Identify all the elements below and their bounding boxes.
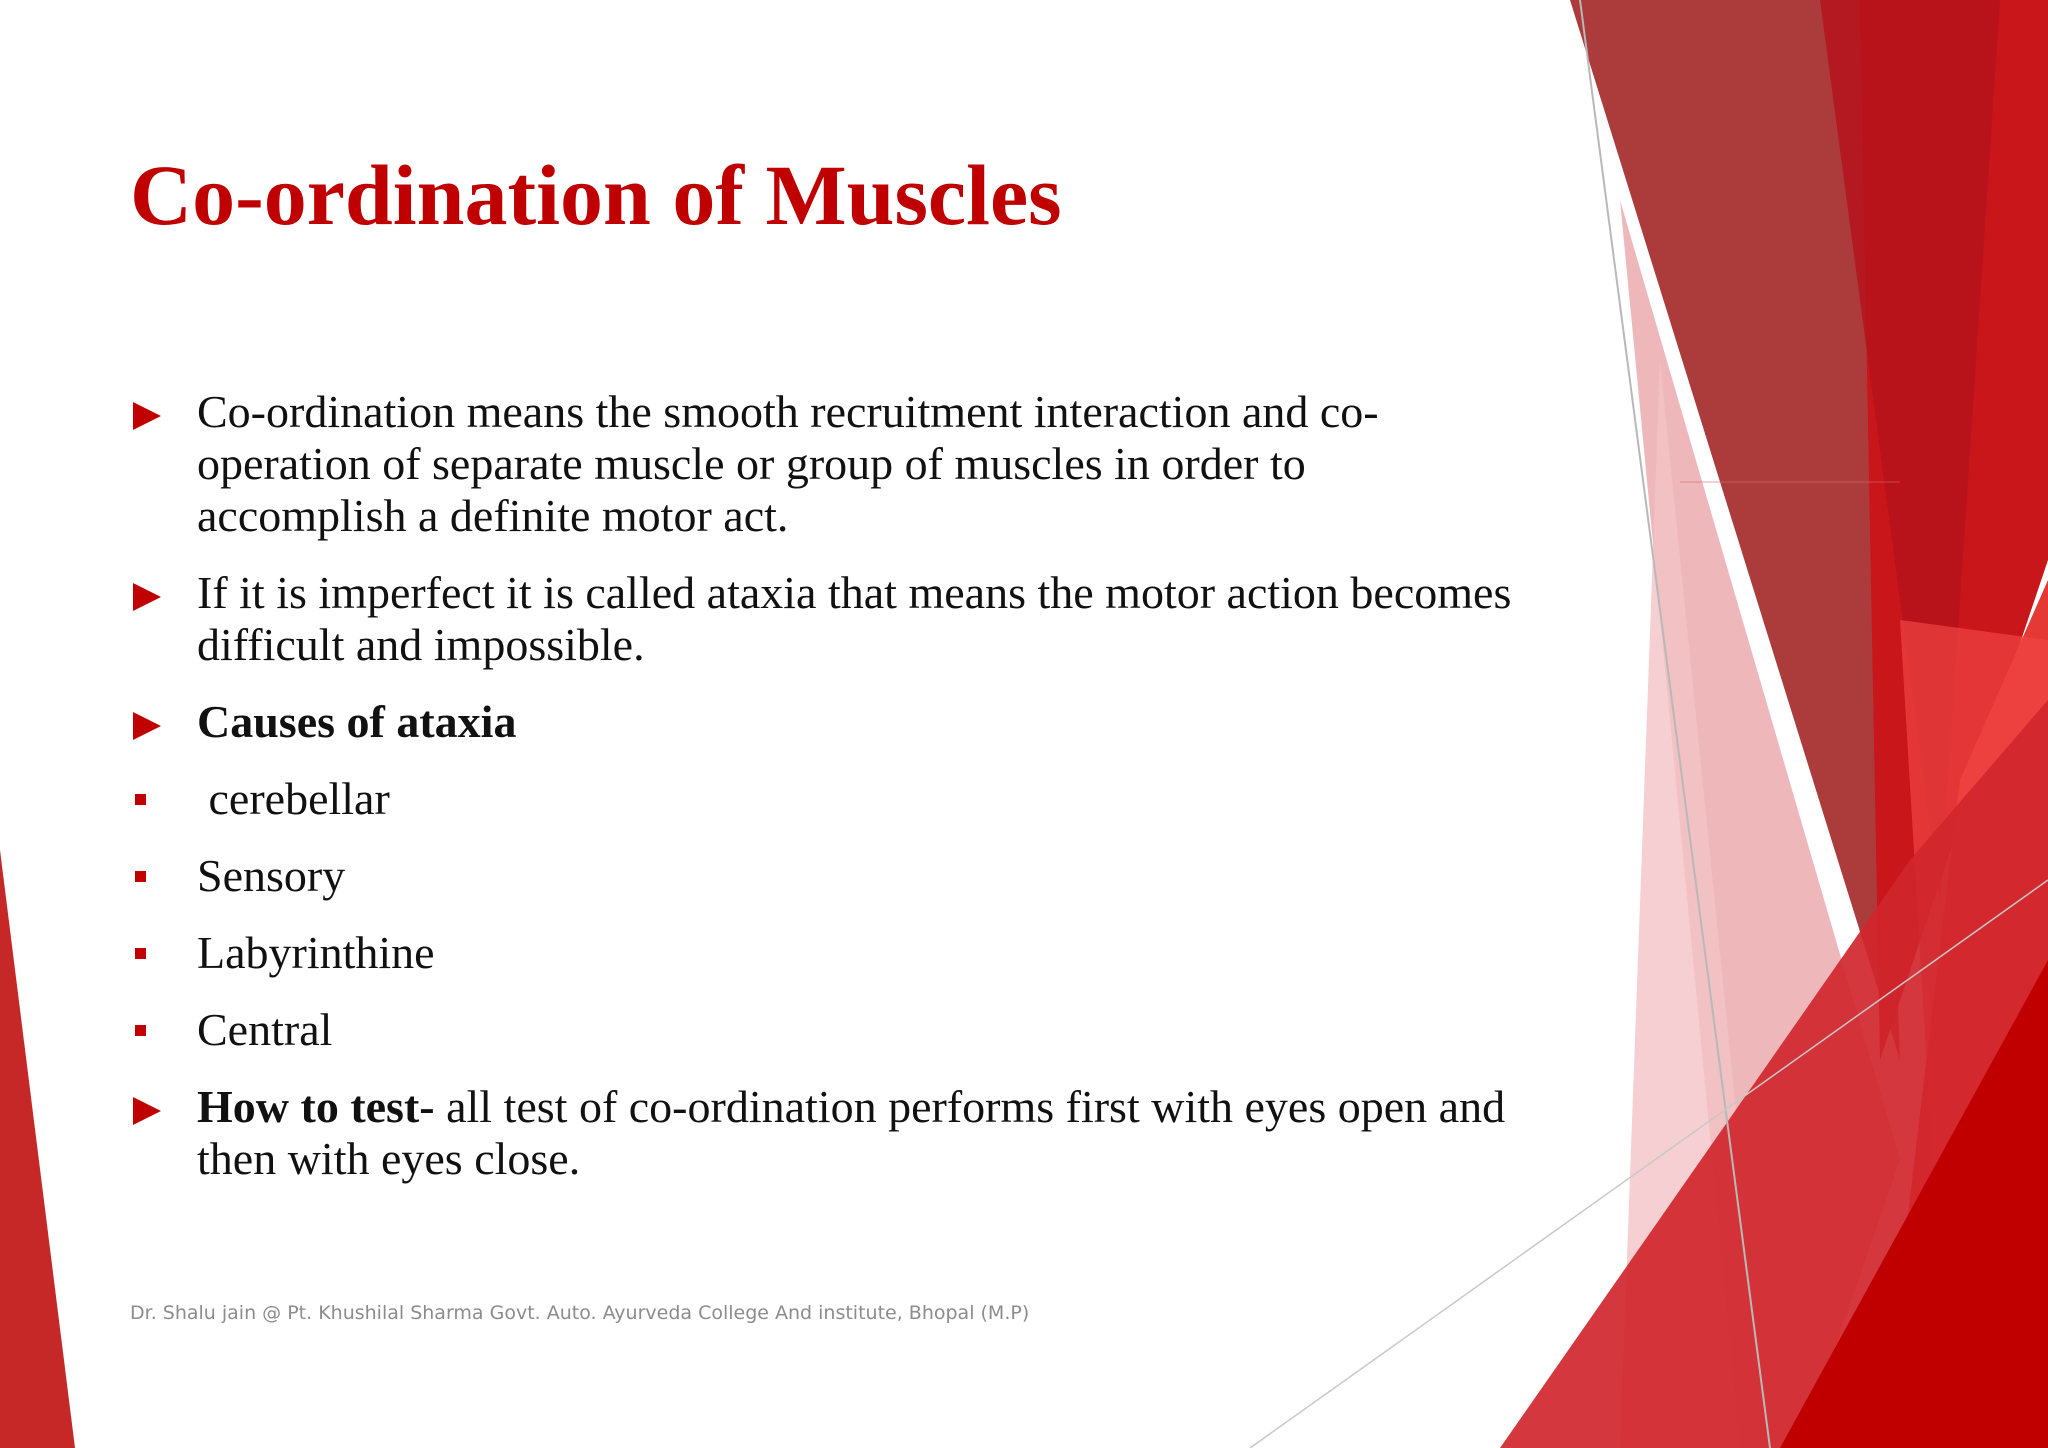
square-bullet-icon <box>135 1025 146 1036</box>
list-item <box>130 850 1520 902</box>
list-item-text: all test of co-ordination performs first with eyes open and then with eyes close. <box>197 1081 1506 1184</box>
list-item <box>130 567 1520 671</box>
list-item-text: Labyrinthine <box>197 927 435 978</box>
square-bullet-icon <box>135 794 146 805</box>
list-item <box>130 696 1520 748</box>
square-bullet-icon <box>135 871 146 882</box>
list-item <box>130 1081 1520 1185</box>
list-item <box>130 1004 1520 1056</box>
list-item-text: Central <box>197 1004 333 1055</box>
list-item-text: Sensory <box>197 850 346 901</box>
slide-footer: Dr. Shalu jain @ Pt. Khushilal Sharma Govt. Auto. Ayurveda College And institute, Bhopal (M.P) <box>130 1302 1030 1324</box>
list-item-heading: How to test- <box>197 1081 435 1132</box>
list-item <box>130 927 1520 979</box>
list-item-text: Co-ordination means the smooth recruitment interaction and co-operation of separate muscle or group of muscles in order to accomplish a definite motor act. <box>197 386 1379 541</box>
list-item <box>130 773 1520 825</box>
list-item-heading: Causes of ataxia <box>197 696 517 747</box>
list-item-text: If it is imperfect it is called ataxia that means the motor action becomes difficult and impossible. <box>197 567 1512 670</box>
triangle-bullet-icon <box>133 402 161 430</box>
bullet-list <box>130 386 1520 1210</box>
slide-title: Co-ordination of Muscles <box>130 147 1062 243</box>
square-bullet-icon <box>135 948 146 959</box>
list-item <box>130 386 1520 542</box>
left-red-wedge <box>0 850 75 1448</box>
triangle-bullet-icon <box>133 712 161 740</box>
triangle-bullet-icon <box>133 1097 161 1125</box>
list-item-text: cerebellar <box>197 773 390 824</box>
triangle-bullet-icon <box>133 583 161 611</box>
